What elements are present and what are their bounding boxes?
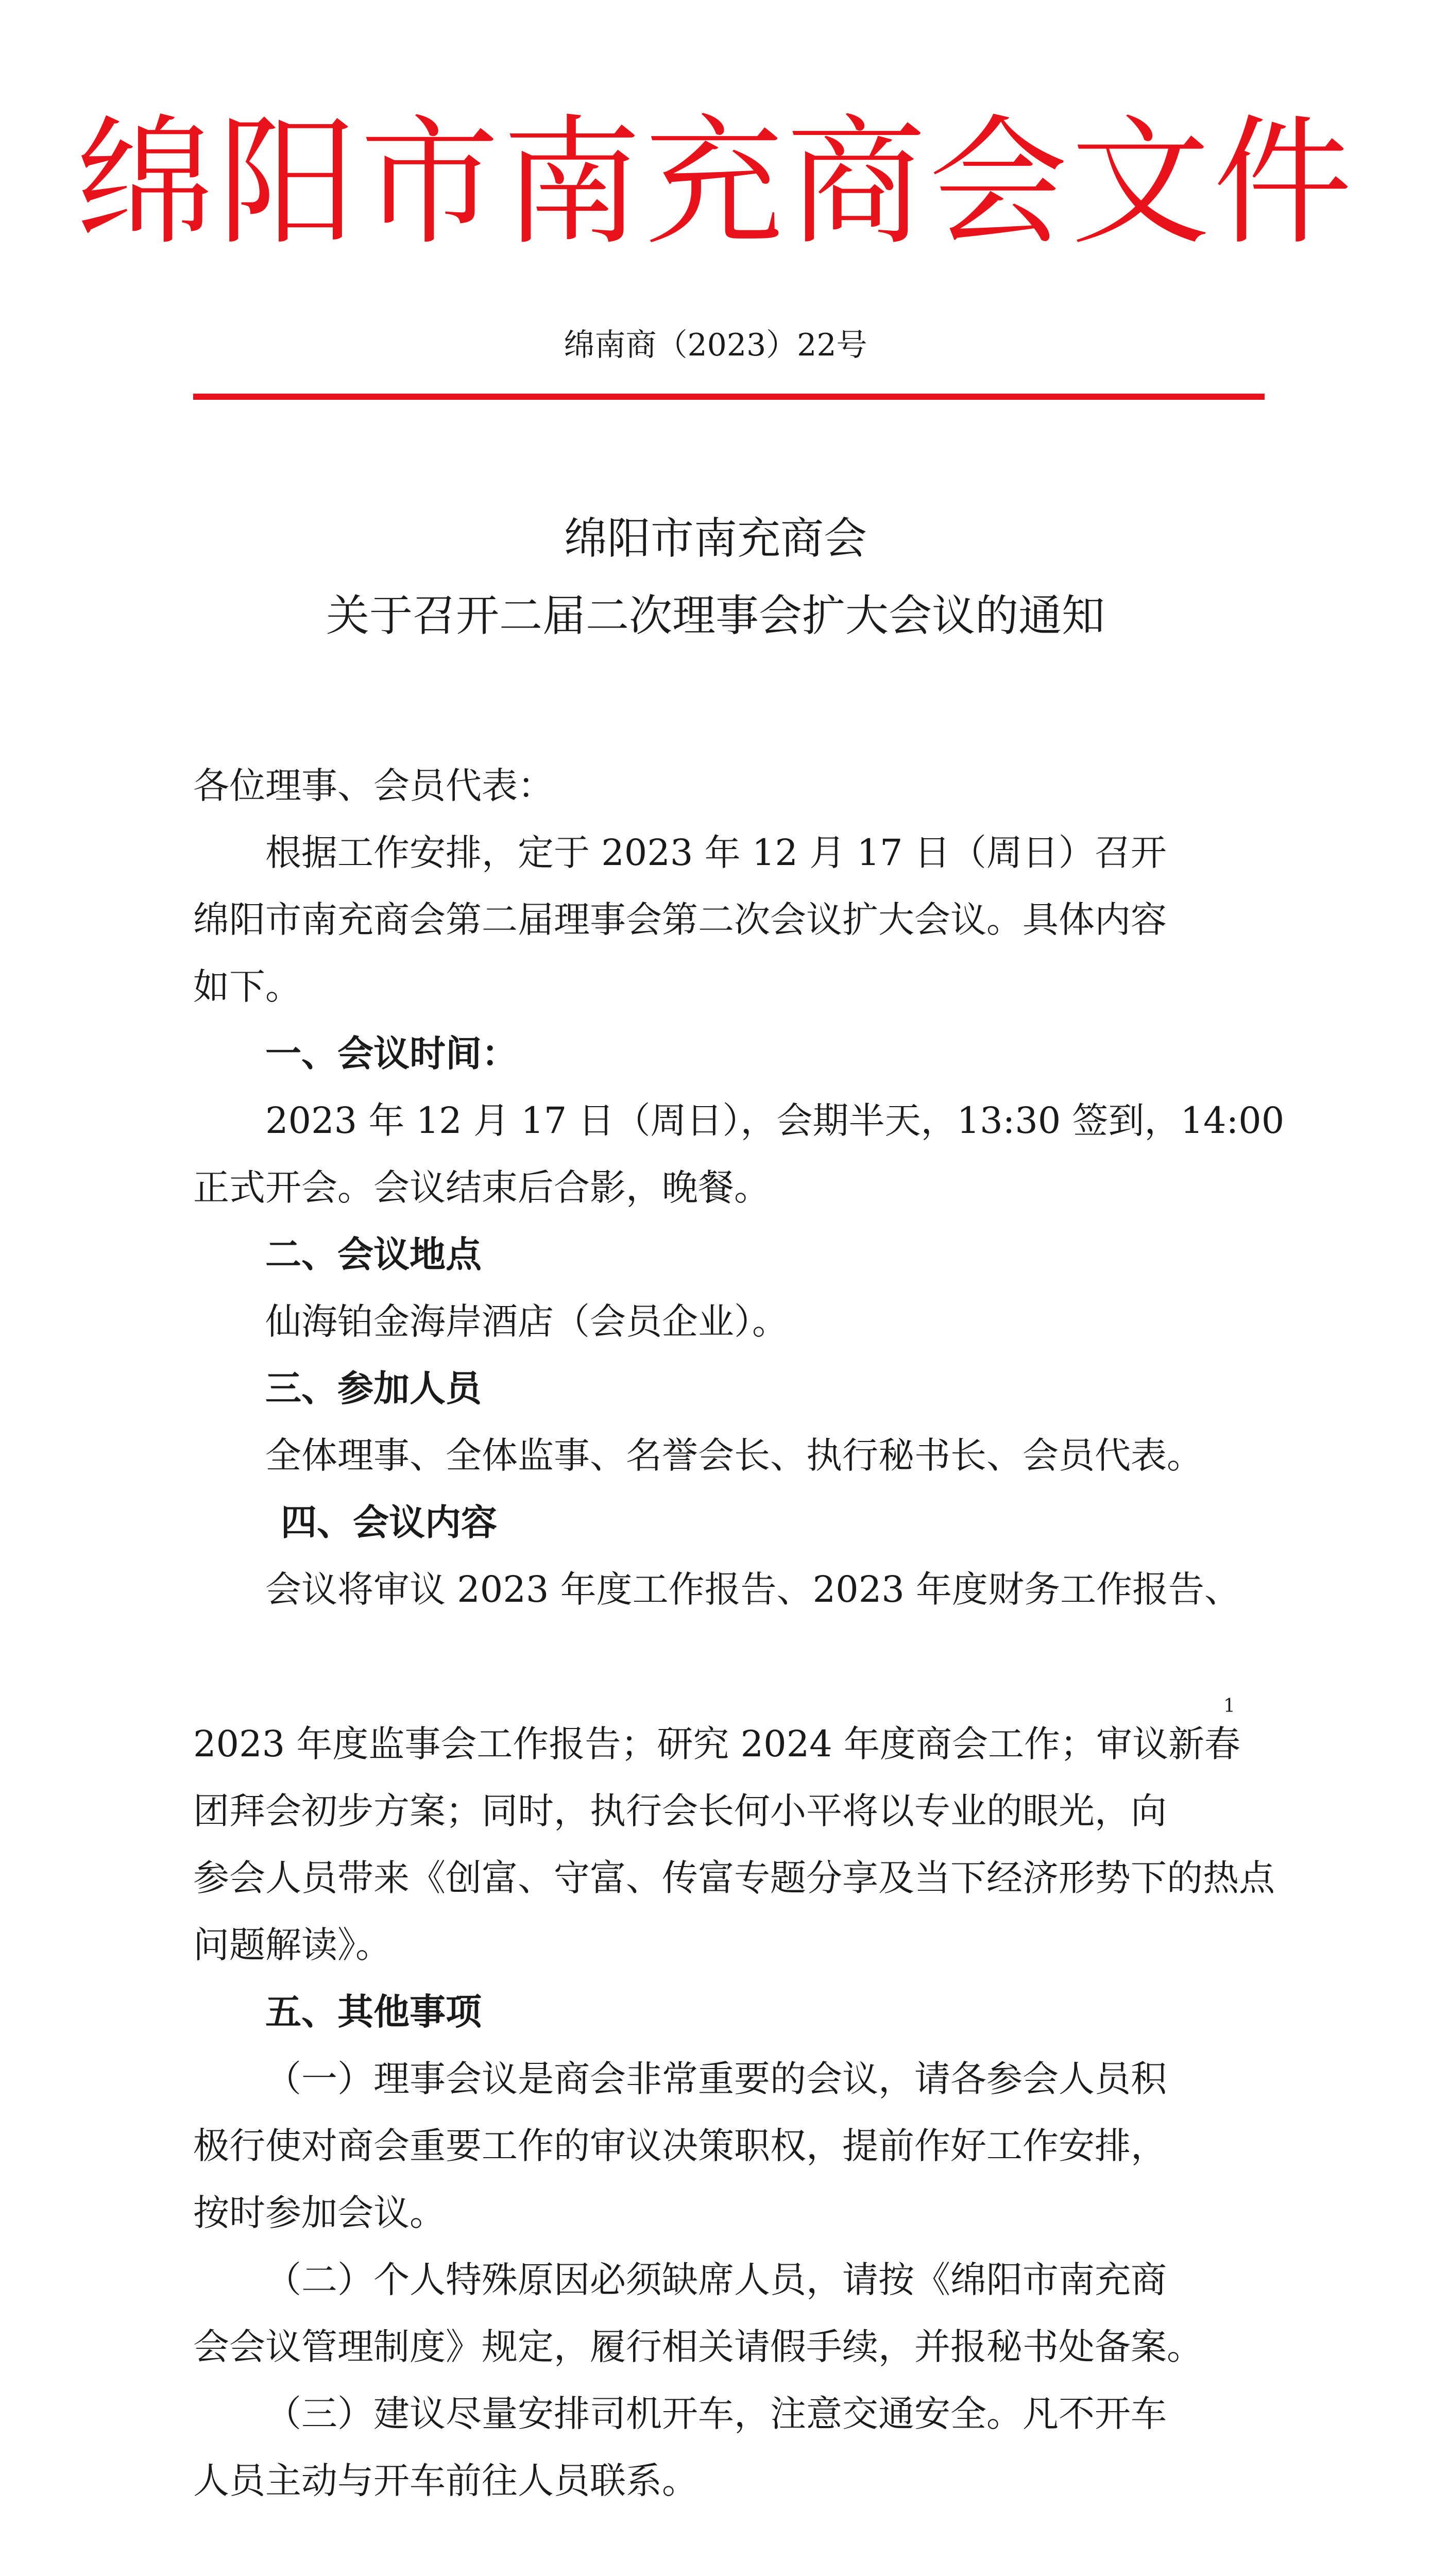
document-number: 绵南商（2023）22号 [564, 327, 867, 363]
intro-line: 根据工作安排，定于 2023 年 12 月 17 日（周日）召开 [265, 832, 1167, 874]
section-3-title: 三、参加人员 [265, 1367, 482, 1410]
subject-line-2: 关于召开二届二次理事会扩大会议的通知 [326, 590, 1105, 641]
section-5-line: 会会议管理制度》规定，履行相关请假手续，并报秘书处备案。 [193, 2326, 1203, 2368]
section-4-line: 团拜会初步方案；同时，执行会长何小平将以专业的眼光，向 [193, 1790, 1167, 1832]
section-5-title: 五、其他事项 [265, 1990, 482, 2033]
page-number-1: 1 [1223, 1696, 1235, 1717]
intro-line: 绵阳市南充商会第二届理事会第二次会议扩大会议。具体内容 [193, 899, 1167, 941]
section-1-title: 一、会议时间： [265, 1032, 518, 1075]
section-4-line: 2023 年度监事会工作报告；研究 2024 年度商会工作；审议新春 [193, 1723, 1241, 1765]
section-4-line: 参会人员带来《创富、守富、传富专题分享及当下经济形势下的热点 [193, 1857, 1275, 1899]
intro-line: 如下。 [193, 965, 301, 1008]
section-5-line: 人员主动与开车前往人员联系。 [193, 2460, 698, 2502]
section-4-title: 四、会议内容 [281, 1501, 497, 1544]
section-4-line: 会议将审议 2023 年度工作报告、2023 年度财务工作报告、 [265, 1568, 1241, 1611]
section-2-title: 二、会议地点 [265, 1233, 482, 1276]
section-1-line: 2023 年 12 月 17 日（周日），会期半天，13:30 签到，14:00 [265, 1099, 1285, 1142]
section-2-line: 仙海铂金海岸酒店（会员企业）。 [265, 1300, 788, 1343]
section-5-line: （一）理事会议是商会非常重要的会议，请各参会人员积 [265, 2058, 1167, 2100]
subject-line-1: 绵阳市南充商会 [564, 513, 867, 564]
section-1-line: 正式开会。会议结束后合影，晚餐。 [193, 1166, 770, 1209]
red-header-rule [193, 394, 1265, 400]
section-4-line: 问题解读》。 [193, 1924, 391, 1966]
section-5-line: （三）建议尽量安排司机开车，注意交通安全。凡不开车 [265, 2393, 1167, 2435]
salutation: 各位理事、会员代表： [193, 765, 554, 807]
section-5-line: （二）个人特殊原因必须缺席人员，请按《绵阳市南充商 [265, 2259, 1167, 2301]
section-3-line: 全体理事、全体监事、名誉会长、执行秘书长、会员代表。 [265, 1434, 1203, 1477]
section-5-line: 按时参加会议。 [193, 2192, 446, 2234]
document-org-title: 绵阳市南充商会文件 [76, 101, 1355, 264]
section-5-line: 极行使对商会重要工作的审议决策职权，提前作好工作安排， [193, 2125, 1167, 2167]
